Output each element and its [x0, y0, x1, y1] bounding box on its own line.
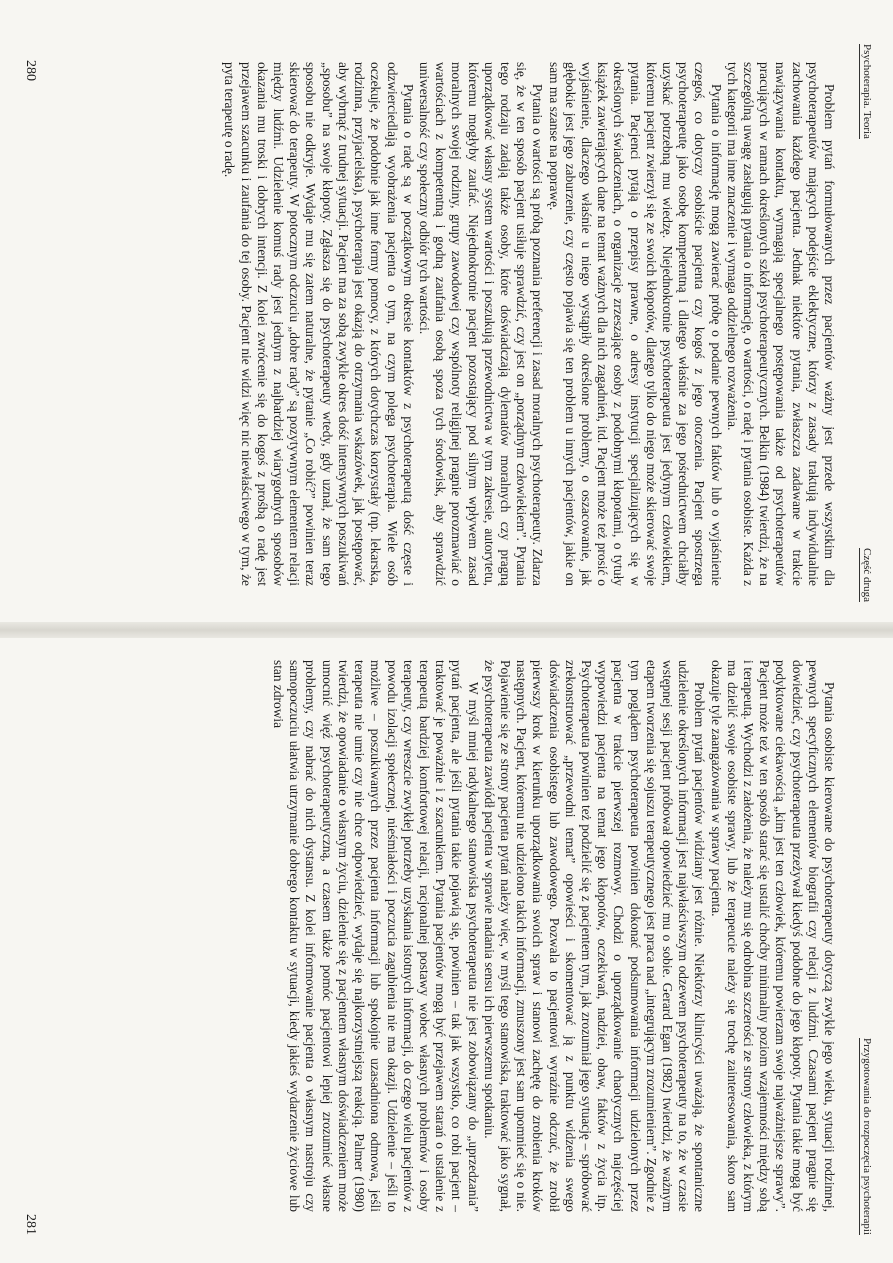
left-page-body	[221, 62, 837, 586]
running-head-left: Psychoterapia. Teoria	[861, 44, 873, 139]
left-page	[0, 0, 893, 620]
paragraph: Problem pytań pacjentów widziany jest różnie. Niektórzy klinicyści uważają, że spontaniczne udzielenie określonych informacji jest najwłaściwszym odzewem psychoterapeuty na to, że w czasie wstępnej sesji pacjent próbował opowiedzieć mu o sobie. Gerard Egan (1982) twierdzi, że ważnym etapem tworzenia się sojuszu terapeutycznego jest praca nad „integrującym zrozumieniem”. Zgodnie z tym poglądem psychoterapeuta powinien dokonać podsumowania informacji udzielonych przez pacjenta w trakcie pierwszej rozmowy. Chodzi o uporządkowanie chaotycznych najczęściej wypowiedzi pacjenta na temat jego kłopotów, oczekiwań, nadziei, obaw, faktów z życia itp. Psychoterapeuta powinien też podzielić się z pacjentem tym, jak zrozumiał jego sytuację – spróbować zrekonstruować „przewodni temat” opowieści i skomentować ją z punktu widzenia swego doświadczenia osobistego lub zawodowego. Pozwala to pacjentowi wyraźnie odczuć, że zrobił pierwszy krok w kierunku uporządkowania swoich spraw i stanowi zachętę do zrobienia kroków następnych. Pacjent, któremu nie udzielono takich informacji, zmuszony jest sam upomnieć się o nie. Pojawienie się ze strony pacjenta pytań należy więc, w myśl tego stanowiska, traktować jako sygnał, że psychoterapeuta zawiódł pacjenta w sprawie nadania sensu ich pierwszemu spotkaniu.	[481, 660, 708, 1212]
book-gutter	[0, 622, 893, 638]
paragraph: Problem pytań formułowanych przez pacjentów ważny jest przede wszystkim dla psychoterapeutów mających podejście eklektyczne, którzy z zasady traktują indywidualnie zachowania każdego pacjenta. Jednak niektóre pytania, zwłaszcza zadawane w trakcie nawiązywania kontaktu, wymagają specjalnego postępowania także od psychoterapeutów pracujących w ramach określonych szkół psychoterapeutycznych. Belkin (1984) twierdzi, że na szczególną uwagę zasługują pytania o informację, o wartości, o radę i pytania osobiste. Każda z tych kategorii ma inne znaczenie i wymaga oddzielnego rozważenia.	[724, 62, 837, 586]
running-head-right: Przygotowania do rozpoczęcia psychoterapii	[861, 1037, 873, 1235]
right-page	[0, 640, 893, 1263]
paragraph: Pytania o radę są w początkowym okresie kontaktów z psychoterapeutą dość częste i odzwierciedlają wyobrażenia pacjenta o tym, na czym polega psychoterapia. Wiele osób oczekuje, że podobnie jak inne formy pomocy, z których dotychczas korzystały (np. lekarska, rodzinna, przyjacielska), psychoterapia jest okazją do otrzymania wskazówek, jak postępować, aby wybrnąć z trudnej sytuacji. Pacjent ma za sobą zwykle okres dość intensywnych poszukiwań „sposobu” na swoje kłopoty. Zgłasza się do psychoterapeuty wtedy, gdy uznał, że sam tego sposobu nie odkryje. Wydaje mu się zatem naturalne, że pytanie „Co robić?” powinien teraz skierować do terapeuty. W potocznym odczuciu „dobre rady” są pozytywnym elementem relacji między ludźmi. Udzielenie komuś rady jest jednym z najbardziej wiarygodnych sposobów okazania mu troski i dobrych intencji. Z kolei zwrócenie się do kogoś z prośbą o radę jest przejawem szacunku i zaufania do tej osoby. Pacjent nie widzi więc nic niewłaściwego w tym, że pyta terapeutę o radę.	[222, 62, 416, 586]
paragraph: Pytania o informację mogą zawierać próbę o podanie pewnych faktów lub o wyjaśnienie czegoś, co dotyczy osobiście pacjenta czy kogoś z jego otoczenia. Pacjent spostrzega psychoterapeutę jako osobę kompetentną i dlatego właśnie za jego pośrednictwem chciałby uzyskać potrzebną mu wiedzę. Niejednokrotnie psychoterapeuta jest jedynym człowiekiem, któremu pacjent zwierzył się ze swoich kłopotów, dlatego tylko do niego może skierować swoje pytania. Pacjenci pytają o przepisy prawne, o adresy instytucji specjalizujących się w określonych świadczeniach, o organizacje zrzeszające osoby z podobnymi kłopotami, o tytuły książek zawierających dane na temat ważnych dla nich zagadnień, itd. Pacjent może też prosić o wyjaśnienie, dlaczego właśnie u niego wystąpiły określone problemy, o oszacowanie, jak głębokie jest jego zaburzenie, czy często pojawia się ten problem u innych pacjentów, jakie on sam ma szanse na poprawę.	[546, 62, 724, 586]
page-number-right: 281	[23, 1214, 38, 1235]
paragraph: W myśl mniej radykalnego stanowiska psychoterapeuta nie jest zobowiązany do „uprzedzania” pytań pacjenta, ale jeśli pytania takie pojawią się, powinien – tak jak wszystko, co robi pacjent – traktować je poważnie i z szacunkiem. Pytania pacjentów mogą być przejawem starań o ustalenie z terapeutą bardziej komfortowej relacji, racjonalnej postawy wobec własnych problemów i osoby terapeuty, czy wreszcie zwykłej potrzeby uzyskania istotnych informacji, do czego wielu pacjentów z powodu izolacji społecznej, nieśmiałości i poczucia zagubienia nie ma okazji. Udzielenie – jeśli to możliwe – poszukiwanych przez pacjenta informacji lub spokojnie uzasadniona odmowa, jeśli terapeuta nie umie czy nie chce odpowiedzieć, wydaje się najkorzystniejszą reakcją. Palmer (1980) twierdzi, że opowiadanie o własnym życiu, dzielenie się z pacjentem własnym doświadczeniem może umocnić więź psychoterapeutyczną, a czasem także pomóc pacjentowi lepiej zrozumieć własne problemy, czy nabrać do nich dystansu. Z kolei informowanie pacjenta o własnym nastroju czy samopoczuciu ułatwia utrzymanie dobrego kontaktu w sytuacji, kiedy jakieś wydarzenie życiowe lub stan zdrowia	[271, 660, 481, 1212]
page-number-left: 280	[23, 60, 38, 81]
paragraph: Pytania o wartości są próbą poznania preferencji i zasad moralnych psychoterapeuty. Zdarza się, że w ten sposób pacjent usiłuje sprawdzić, czy jest on „porządnym człowiekiem”. Pytania tego rodzaju zadają także osoby, które doświadczają dylematów moralnych czy pragną uporządkować własny system wartości i poszukują przewodnictwa w tym zakresie, autorytetu, któremu mogłyby zaufać. Niejednokrotnie pacjent pozostający pod silnym wpływem zasad moralnych swojej rodziny, grupy zawodowej czy wspólnoty religijnej pragnie porozmawiać o wartościach z kompetentną i godną zaufania osobą spoza tych środowisk, aby sprawdzić uniwersalność czy społeczny odbiór tych wartości.	[416, 62, 546, 586]
paragraph: Pytania osobiste kierowane do psychoterapeuty dotyczą zwykle jego wieku, sytuacji rodzinnej, pewnych specyficznych elementów biografii czy relacji z ludźmi. Czasami pacjent pragnie się dowiedzieć, czy psychoterapeuta przeżywał kiedyś podobne do jego kłopoty. Pytania takie mogą być podyktowane ciekawością „kim jest ten człowiek, któremu powierzam swoje najważniejsze sprawy”. Pacjent może też w ten sposób starać się ustalić choćby minimalny poziom wzajemności między sobą i terapeutą. Wychodzi z założenia, że należy mu się odrobina szczerości ze strony człowieka, z którym ma dzielić swoje osobiste sprawy, lub że terapeucie należy się trochę zainteresowania, skoro sam okazuje tyle zaangażowania w sprawy pacjenta.	[708, 660, 837, 1212]
right-page-body	[270, 660, 837, 1212]
running-head-part: Część druga	[861, 548, 873, 603]
